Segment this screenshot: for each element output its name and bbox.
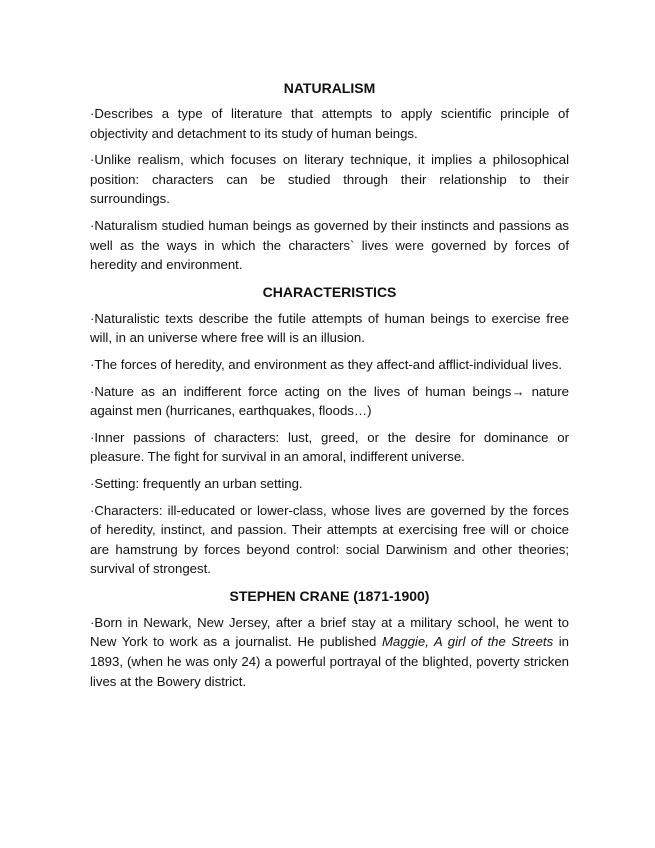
- naturalism-paragraph-1: ·Describes a type of literature that attempts to apply scientific principle of objectivity and detachment to its study of human beings.: [90, 106, 569, 141]
- maggie-book-title: Maggie, A girl of the Streets: [381, 634, 554, 650]
- crane-text-after: in 1893, (when he was only 24) a powerful portrayal of the blighted, poverty stricken lives at the Bowery district.: [90, 634, 569, 689]
- characteristics-item-4: ·Inner passions of characters: lust, greed, or the desire for dominance or pleasure. The fight for survival in an amoral, indifferent universe.: [90, 429, 569, 465]
- naturalism-heading: NATURALISM: [283, 80, 376, 96]
- characteristics-item-1: ·Naturalistic texts describe the futile attempts of human beings to exercise free will, in an universe where free will is an illusion.: [90, 310, 569, 346]
- naturalism-paragraph-2: ·Unlike realism, which focuses on literary technique, it implies a philosophical position: characters can be studied through their relationship to their surroundings.: [90, 152, 569, 207]
- characteristics-item-2: ·The forces of heredity, and environment as they affect-and afflict-individual lives.: [90, 356, 563, 372]
- characteristics-item-5: ·Setting: frequently an urban setting.: [90, 475, 303, 491]
- stephen-crane-heading: STEPHEN CRANE (1871-1900): [229, 587, 430, 604]
- naturalism-paragraph-3: ·Naturalism studied human beings as governed by their instincts and passions as well as the ways in which the characters` lives were governed by forces of heredity and environment.: [90, 217, 569, 273]
- characteristics-item-6: ·Characters: ill-educated or lower-class, whose lives are governed by the forces of heredity, instinct, and passion. Their attempts at exercising free will or choice are hamstrung by forces beyond control: social Darwinism and other theories; survival of strongest.: [90, 502, 569, 577]
- characteristics-heading: CHARACTERISTICS: [262, 283, 397, 300]
- characteristics-item-3: ·Nature as an indifferent force acting on the lives of human beings→ nature against men (hurricanes, earthquakes, floods…): [90, 383, 569, 419]
- stephen-crane-paragraph: [90, 613, 569, 691]
- crane-text-before: ·Born in Newark, New Jersey, after a brief stay at a military school, he went to New York to work as a journalist. He published: [90, 614, 569, 650]
